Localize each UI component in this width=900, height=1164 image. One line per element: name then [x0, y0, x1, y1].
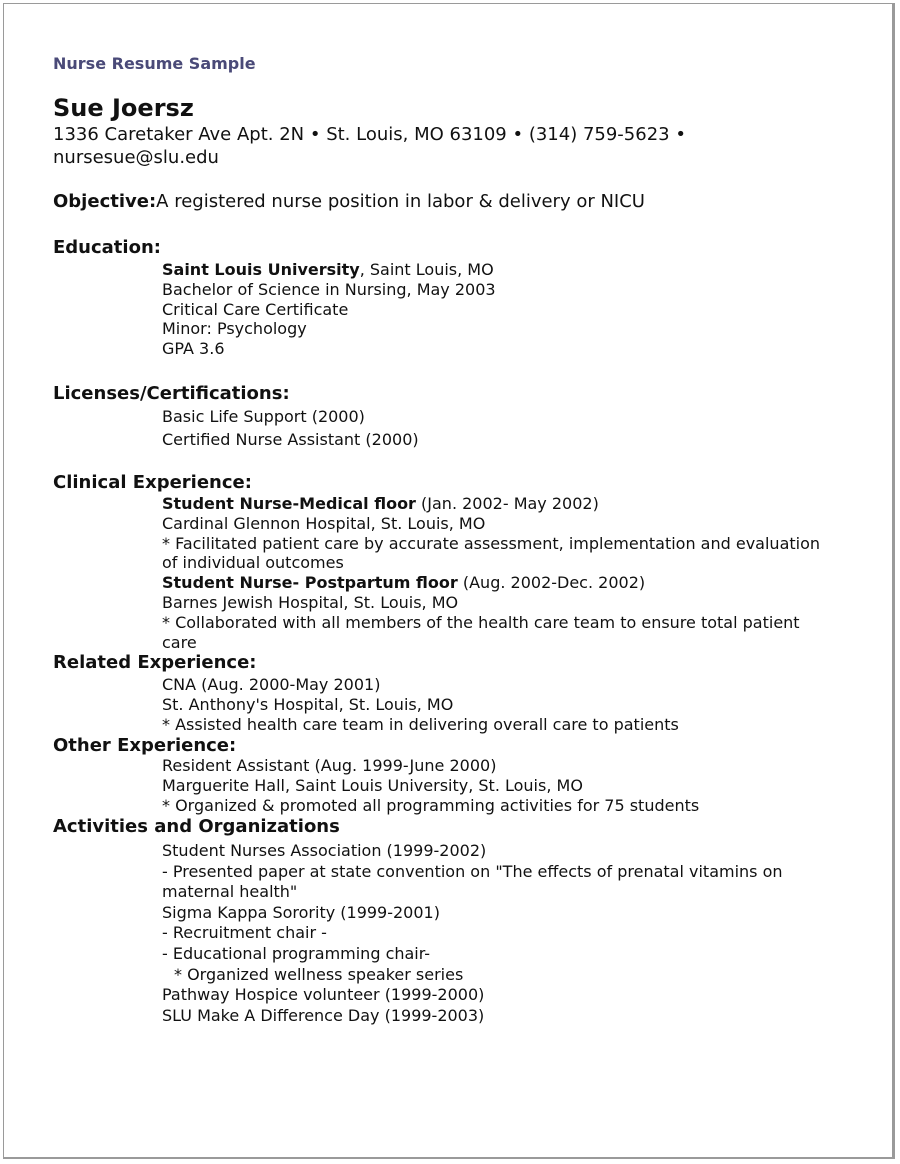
activities-heading: Activities and Organizations	[53, 816, 340, 837]
education-details	[162, 260, 496, 359]
role-dates: (Aug. 2002-Dec. 2002)	[457, 573, 646, 593]
role-title: Student Nurse- Postpartum floor	[162, 573, 458, 593]
education-line: GPA 3.6	[162, 339, 225, 359]
school-location: , Saint Louis, MO	[359, 260, 494, 279]
clinical-role-2	[162, 573, 820, 593]
activity-line: Sigma Kappa Sorority (1999-2001)	[162, 902, 440, 922]
objective-label: Objective:	[53, 191, 157, 212]
education-line: Critical Care Certificate	[162, 299, 349, 319]
clinical-heading: Clinical Experience:	[53, 472, 252, 493]
clinical-role-1	[162, 494, 820, 514]
education-heading: Education:	[53, 237, 161, 258]
education-line: Minor: Psychology	[162, 319, 307, 339]
education-line: Bachelor of Science in Nursing, May 2003	[162, 279, 496, 299]
role-title: Student Nurse-Medical floor	[162, 494, 416, 513]
other-line: Marguerite Hall, Saint Louis University, St. Louis, MO	[162, 775, 583, 795]
related-line: CNA (Aug. 2000-May 2001)	[162, 675, 381, 694]
other-line: * Organized & promoted all programming activities for 75 students	[162, 795, 700, 815]
other-heading: Other Experience:	[53, 735, 237, 756]
licenses-list	[162, 405, 419, 451]
activities-details	[162, 841, 783, 1026]
other-line: Resident Assistant (Aug. 1999-June 2000)	[162, 756, 497, 775]
clinical-details	[162, 494, 820, 652]
clinical-line: * Facilitated patient care by accurate assessment, implementation and evaluation	[162, 533, 821, 553]
related-line: St. Anthony's Hospital, St. Louis, MO	[162, 694, 454, 714]
contact-address-line: 1336 Caretaker Ave Apt. 2N • St. Louis, MO 63109 • (314) 759-5623 •	[53, 124, 686, 145]
candidate-name: Sue Joersz	[53, 94, 194, 122]
school-name: Saint Louis University	[162, 260, 360, 279]
other-details	[162, 756, 699, 815]
related-heading: Related Experience:	[53, 652, 257, 673]
license-item: Basic Life Support (2000)	[162, 407, 365, 426]
related-line: * Assisted health care team in delivering overall care to patients	[162, 714, 679, 734]
licenses-heading: Licenses/Certifications:	[53, 383, 290, 404]
role-dates: (Jan. 2002- May 2002)	[415, 494, 599, 513]
objective-text: A registered nurse position in labor & delivery or NICU	[156, 191, 645, 212]
objective	[53, 191, 645, 212]
clinical-line: Cardinal Glennon Hospital, St. Louis, MO	[162, 513, 486, 533]
activity-line: * Organized wellness speaker series	[174, 964, 464, 984]
clinical-line: Barnes Jewish Hospital, St. Louis, MO	[162, 592, 459, 612]
activity-line: - Presented paper at state convention on "The effects of prenatal vitamins on	[162, 861, 783, 881]
activity-line: Student Nurses Association (1999-2002)	[162, 841, 487, 860]
contact-email: nursesue@slu.edu	[53, 147, 219, 168]
activity-line: Pathway Hospice volunteer (1999-2000)	[162, 985, 485, 1005]
activity-line: - Recruitment chair -	[162, 923, 327, 943]
activity-line: - Educational programming chair-	[162, 943, 431, 963]
clinical-line: * Collaborated with all members of the health care team to ensure total patient	[162, 612, 800, 632]
license-item: Certified Nurse Assistant (2000)	[162, 430, 419, 449]
education-school-line	[162, 260, 496, 280]
activity-line: SLU Make A Difference Day (1999-2003)	[162, 1005, 485, 1025]
related-details	[162, 675, 679, 734]
clinical-line: of individual outcomes	[162, 553, 344, 573]
activity-line: maternal health"	[162, 882, 298, 902]
document-title: Nurse Resume Sample	[53, 54, 256, 73]
clinical-line: care	[162, 632, 197, 652]
